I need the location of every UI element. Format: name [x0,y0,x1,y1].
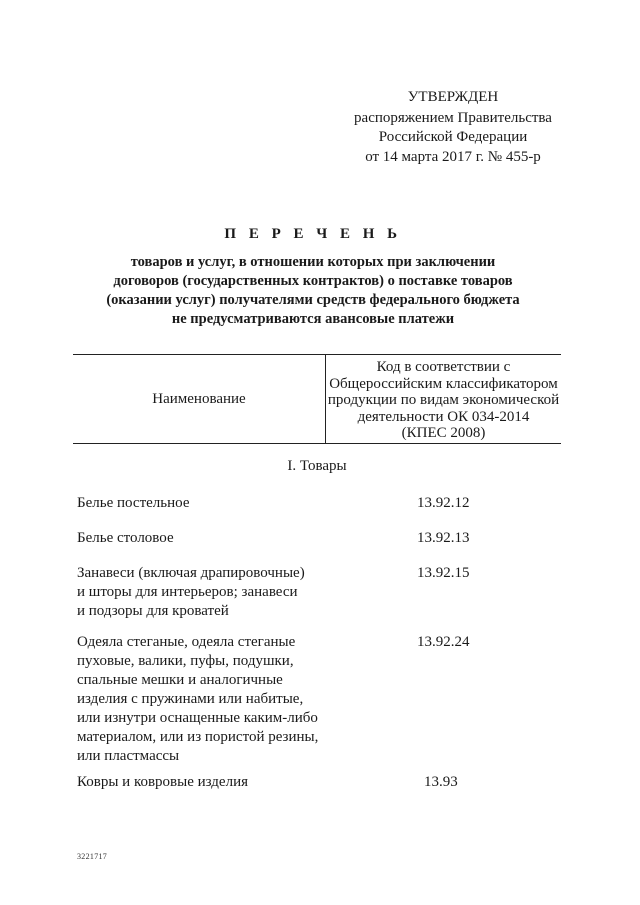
row-name-line: или изнутри оснащенные каким-либо [77,710,318,726]
header-name: Наименование [152,391,246,407]
header-code-line: продукции по видам экономической [327,392,560,408]
row-code: 13.93 [424,774,458,790]
row-name-line: и подзоры для кроватей [77,603,229,619]
document-number: 3221717 [77,852,108,861]
document-subtitle [60,253,566,329]
subtitle-line: товаров и услуг, в отношении которых при заключении [130,254,496,270]
row-name-line: материалом, или из пористой резины, [77,729,319,745]
header-code [326,359,561,442]
row-name-line: Белье столовое [77,530,174,546]
row-name-line: спальные мешки и аналогичные [77,672,283,688]
approval-date: от 14 марта 2017 г. № 455-р [365,148,541,165]
document-title: П Е Р Е Ч Е Н Ь [224,226,402,242]
section-title: I. Товары [287,458,347,474]
row-name [77,633,337,766]
row-name-line: Ковры и ковровые изделия [77,774,249,790]
row-code: 13.92.24 [417,634,470,650]
header-code-line: Код в соответствии с [376,359,511,375]
row-code: 13.92.13 [417,530,470,546]
subtitle-line: не предусматриваются авансовые платежи [171,311,455,327]
row-name [77,564,337,621]
approval-title: УТВЕРЖДЕН [407,89,499,105]
subtitle-line: договоров (государственных контрактов) о поставке товаров [113,273,513,289]
row-name [77,529,337,548]
row-name [77,773,337,792]
approval-line: распоряжением Правительства [354,109,552,126]
row-code: 13.92.12 [417,495,470,511]
approval-block [330,88,576,167]
row-name-line: Занавеси (включая драпировочные) [77,565,305,581]
row-name-line: или пластмассы [77,748,180,764]
subtitle-line: (оказании услуг) получателями средств федерального бюджета [106,292,520,308]
header-code-line: деятельности ОК 034-2014 [357,408,530,425]
row-name-line: Одеяла стеганые, одеяла стеганые [77,634,296,650]
table-header [73,354,561,444]
approval-line: Российской Федерации [378,129,528,145]
row-name [77,494,337,513]
document-heading [60,226,566,329]
row-code: 13.92.15 [417,565,470,581]
row-name-line: Белье постельное [77,495,190,511]
row-name-line: и шторы для интерьеров; занавеси [77,584,298,600]
header-code-line: Общероссийским классификатором [329,375,558,392]
row-name-line: изделия с пружинами или набитые, [77,691,304,707]
header-code-line: (КПЕС 2008) [401,425,486,441]
row-name-line: пуховые, валики, пуфы, подушки, [77,653,294,669]
